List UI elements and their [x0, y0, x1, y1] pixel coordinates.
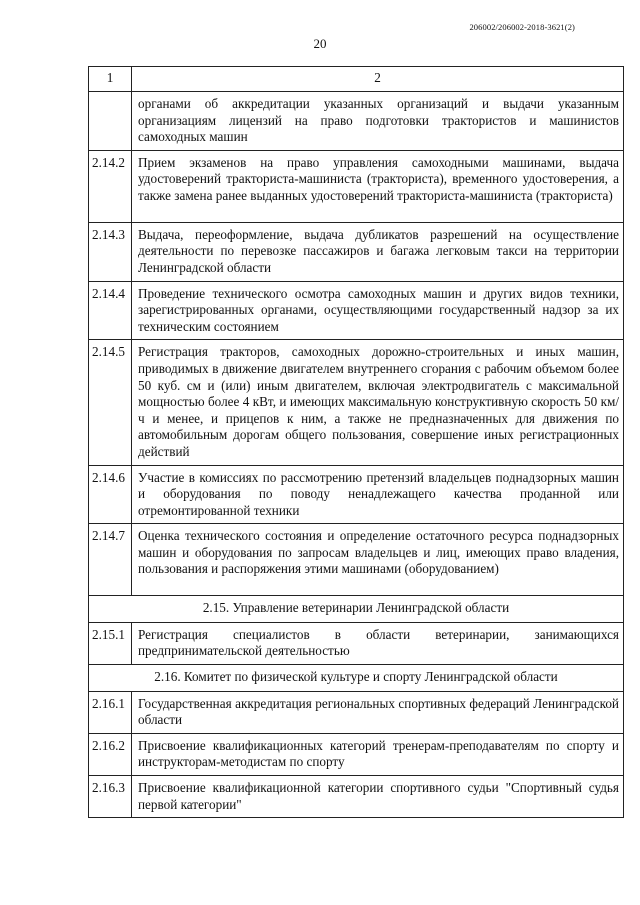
table-row — [89, 622, 624, 664]
row-number: 2.14.5 — [89, 340, 132, 465]
table-row — [89, 340, 624, 465]
row-number: 2.14.4 — [89, 281, 132, 340]
registry-table — [88, 66, 624, 818]
row-number: 2.14.3 — [89, 222, 132, 281]
section-heading-row — [89, 665, 624, 692]
row-number — [89, 92, 132, 151]
row-description: Участие в комиссиях по рассмотрению претензий владельцев поднадзорных машин и оборудования по поводу ненадлежащего качества проданной или отремонтированной техники — [132, 465, 624, 524]
row-description: Регистрация специалистов в области ветеринарии, занимающихся предпринимательской деятельностью — [132, 622, 624, 664]
table-row — [89, 465, 624, 524]
row-description: Регистрация тракторов, самоходных дорожно-строительных и иных машин, приводимых в движение двигателем внутреннего сгорания с рабочим объемом более 50 куб. см и (или) иным двигателем, включая электродвигатель с максимальной мощностью более 4 кВт, и имеющих максимальную конструктивную скорость 50 км/ч и менее, и прицепов к ним, а также не предназначенных для движения по автомобильным дорогам общего пользования, совершение иных регистрационных действий — [132, 340, 624, 465]
row-number: 2.16.2 — [89, 733, 132, 775]
row-description: Выдача, переоформление, выдача дубликатов разрешений на осуществление деятельности по перевозке пассажиров и багажа легковым такси на территории Ленинградской области — [132, 222, 624, 281]
row-description: Государственная аккредитация региональных спортивных федераций Ленинградской области — [132, 691, 624, 733]
row-description: Присвоение квалификационных категорий тренерам-преподавателям по спорту и инструкторам-методистам по спорту — [132, 733, 624, 775]
table-row — [89, 150, 624, 222]
table-row — [89, 776, 624, 818]
section-heading: 2.16. Комитет по физической культуре и спорту Ленинградской области — [89, 665, 624, 692]
row-number: 2.16.1 — [89, 691, 132, 733]
row-description: Проведение технического осмотра самоходных машин и других видов техники, зарегистрированных органами, осуществляющими государственный надзор за их техническим состоянием — [132, 281, 624, 340]
table-row — [89, 92, 624, 151]
row-description: Прием экзаменов на право управления самоходными машинами, выдача удостоверений тракториста-машиниста (тракториста), временного удостоверения, а также замена ранее выданных удостоверений тракториста-машиниста (тракториста) — [132, 150, 624, 222]
table-row — [89, 222, 624, 281]
section-heading-row — [89, 596, 624, 623]
row-number: 2.15.1 — [89, 622, 132, 664]
table-row — [89, 733, 624, 775]
table-row — [89, 691, 624, 733]
table-row — [89, 524, 624, 596]
table-header-row — [89, 67, 624, 92]
table-row — [89, 281, 624, 340]
column-header-1: 1 — [89, 67, 132, 92]
section-heading: 2.15. Управление ветеринарии Ленинградской области — [89, 596, 624, 623]
page-number: 20 — [313, 36, 327, 51]
column-header-2: 2 — [132, 67, 624, 92]
row-description: Присвоение квалификационной категории спортивного судьи "Спортивный судья первой категории" — [132, 776, 624, 818]
row-number: 2.14.2 — [89, 150, 132, 222]
document-id: 206002/206002-2018-3621(2) — [469, 22, 575, 32]
row-number: 2.14.6 — [89, 465, 132, 524]
row-number: 2.14.7 — [89, 524, 132, 596]
row-number: 2.16.3 — [89, 776, 132, 818]
row-description: Оценка технического состояния и определение остаточного ресурса поднадзорных машин и оборудования по запросам владельцев и лиц, имеющих право владения, пользования и распоряжения этими машинами (оборудованием) — [132, 524, 624, 596]
row-description: органами об аккредитации указанных организаций и выдачи указанным организациям лицензий на право подготовки трактористов и машинистов самоходных машин — [132, 92, 624, 151]
